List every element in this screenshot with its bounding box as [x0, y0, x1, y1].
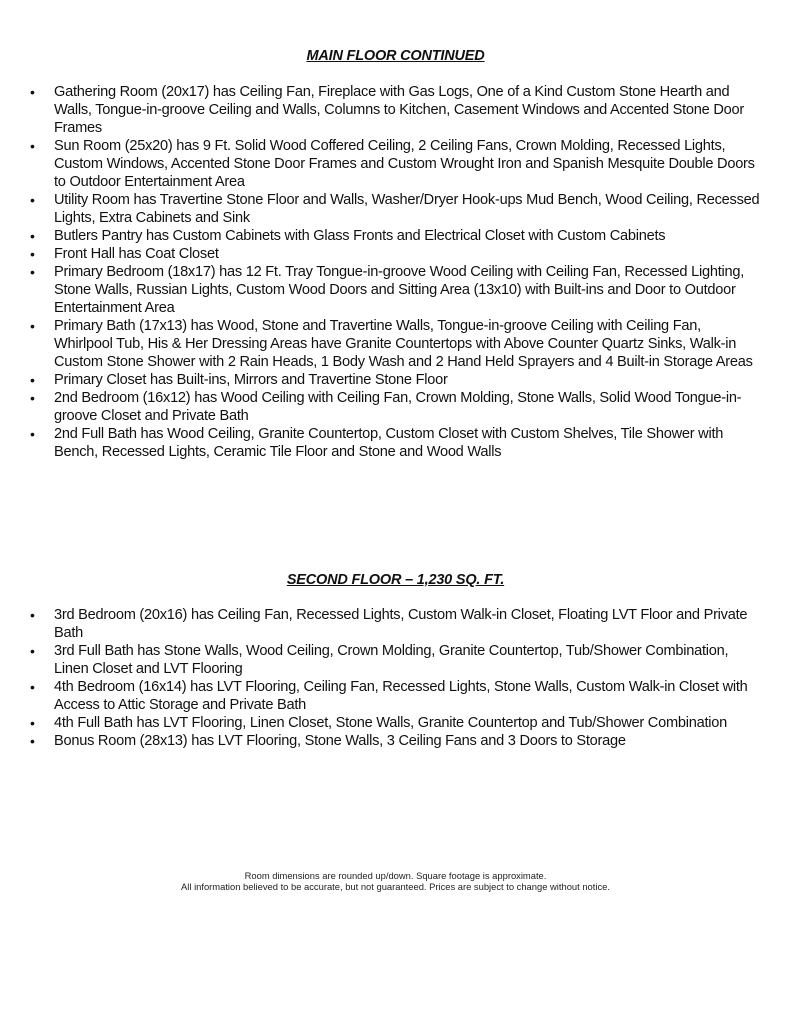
- bullet-icon: •: [30, 228, 35, 244]
- bullet-icon: •: [30, 372, 35, 388]
- item-text: Butlers Pantry has Custom Cabinets with Glass Fronts and Electrical Closet with Custom Cabinets: [54, 228, 666, 244]
- list-item: [0, 606, 760, 642]
- item-text: Gathering Room (20x17) has Ceiling Fan, Fireplace with Gas Logs, One of a Kind Custom Stone Hearth and Walls, Tongue-in-groove Ceiling and Walls, Columns to Kitchen, Casement Windows and Accented Stone Door Frames: [54, 84, 744, 136]
- bullet-icon: •: [30, 426, 35, 442]
- disclaimer-line-1: Room dimensions are rounded up/down. Square footage is approximate.: [244, 870, 547, 881]
- list-item: [0, 83, 760, 137]
- item-text: Sun Room (25x20) has 9 Ft. Solid Wood Coffered Ceiling, 2 Ceiling Fans, Crown Molding, Recessed Lights, Custom Windows, Accented Stone Door Frames and Custom Wrought Iron and Spanish Mesquite Double Doors to Outdoor Entertainment Area: [54, 138, 755, 190]
- list-item: [0, 714, 760, 732]
- list-item: [0, 191, 760, 227]
- item-text: Front Hall has Coat Closet: [54, 246, 219, 262]
- item-text: Primary Bedroom (18x17) has 12 Ft. Tray Tongue-in-groove Wood Ceiling with Ceiling Fan, Recessed Lighting, Stone Walls, Russian Lights, Custom Wood Doors and Sitting Area (13x10) with Built-ins and Door to Outdoor Entertainment Area: [54, 264, 745, 316]
- item-text: Primary Closet has Built-ins, Mirrors and Travertine Stone Floor: [54, 372, 448, 388]
- disclaimer-line-2: All information believed to be accurate, but not guaranteed. Prices are subject to change without notice.: [181, 881, 610, 892]
- item-text: Utility Room has Travertine Stone Floor and Walls, Washer/Dryer Hook-ups Mud Bench, Wood Ceiling, Recessed Lights, Extra Cabinets and Sink: [54, 192, 760, 226]
- list-item: [0, 227, 760, 245]
- list-item: [0, 371, 760, 389]
- item-text: 2nd Bedroom (16x12) has Wood Ceiling with Ceiling Fan, Crown Molding, Stone Walls, Solid Wood Tongue-in-groove Closet and Private Bath: [54, 390, 742, 424]
- second-floor-list: [0, 606, 760, 750]
- bullet-icon: •: [30, 192, 35, 208]
- list-item: [0, 389, 760, 425]
- bullet-icon: •: [30, 138, 35, 154]
- list-item: [0, 245, 760, 263]
- bullet-icon: •: [30, 679, 35, 695]
- bullet-icon: •: [30, 733, 35, 749]
- item-text: Bonus Room (28x13) has LVT Flooring, Stone Walls, 3 Ceiling Fans and 3 Doors to Storage: [54, 733, 626, 749]
- list-item: [0, 263, 760, 317]
- item-text: 3rd Full Bath has Stone Walls, Wood Ceiling, Crown Molding, Granite Countertop, Tub/Shower Combination, Linen Closet and LVT Flooring: [54, 643, 729, 677]
- list-item: [0, 137, 760, 191]
- disclaimer: [0, 870, 791, 892]
- list-item: [0, 732, 760, 750]
- item-text: 3rd Bedroom (20x16) has Ceiling Fan, Recessed Lights, Custom Walk-in Closet, Floating LVT Floor and Private Bath: [54, 607, 748, 641]
- item-text: Primary Bath (17x13) has Wood, Stone and Travertine Walls, Tongue-in-groove Ceiling with Ceiling Fan, Whirlpool Tub, His & Her Dressing Areas have Granite Countertops with Above Counter Quartz Sinks, Walk-in Custom Stone Shower with 2 Rain Heads, 1 Body Wash and 2 Hand Held Sprayers and 4 Built-in Storage Areas: [54, 318, 753, 370]
- item-text: 4th Full Bath has LVT Flooring, Linen Closet, Stone Walls, Granite Countertop and Tub/Shower Combination: [54, 715, 727, 731]
- main-floor-list: [0, 83, 760, 461]
- bullet-icon: •: [30, 246, 35, 262]
- item-text: 2nd Full Bath has Wood Ceiling, Granite Countertop, Custom Closet with Custom Shelves, Tile Shower with Bench, Recessed Lights, Ceramic Tile Floor and Stone and Wood Walls: [54, 426, 724, 460]
- bullet-icon: •: [30, 390, 35, 406]
- bullet-icon: •: [30, 264, 35, 280]
- second-floor-heading: SECOND FLOOR – 1,230 SQ. FT.: [286, 572, 505, 588]
- item-text: 4th Bedroom (16x14) has LVT Flooring, Ceiling Fan, Recessed Lights, Stone Walls, Custom Walk-in Closet with Access to Attic Storage and Private Bath: [54, 679, 748, 713]
- list-item: [0, 642, 760, 678]
- bullet-icon: •: [30, 643, 35, 659]
- bullet-icon: •: [30, 318, 35, 334]
- bullet-icon: •: [30, 607, 35, 623]
- list-item: [0, 317, 760, 371]
- main-floor-heading: MAIN FLOOR CONTINUED: [306, 48, 485, 64]
- list-item: [0, 678, 760, 714]
- bullet-icon: •: [30, 84, 35, 100]
- list-item: [0, 425, 760, 461]
- bullet-icon: •: [30, 715, 35, 731]
